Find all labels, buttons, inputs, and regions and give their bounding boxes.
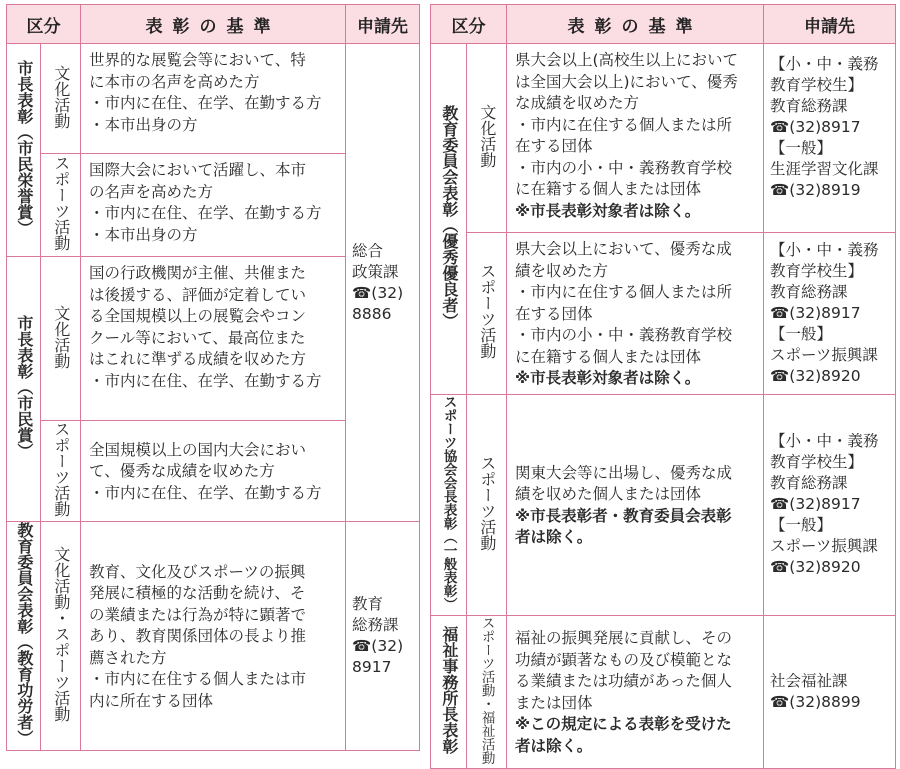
category-cell: 市長表彰（市民栄誉賞） <box>7 44 41 257</box>
table-row <box>431 44 896 233</box>
award-table-right <box>430 4 896 769</box>
applicant-cell: 総合 政策課 ☎(32) 8886 <box>346 44 420 522</box>
applicant-cell: 【小・中・義務 教育学校生】 教育総務課 ☎(32)8917 【一般】 スポーツ振興課 ☎(32)8920 <box>764 394 896 615</box>
applicant-cell: 教育 総務課 ☎(32) 8917 <box>346 522 420 751</box>
subcategory-cell: 文化活動・スポーツ活動 <box>41 522 81 751</box>
subcategory-cell: 文化活動 <box>41 44 81 154</box>
applicant-cell: 【小・中・義務 教育学校生】 教育総務課 ☎(32)8917 【一般】 生涯学習文化課 ☎(32)8919 <box>764 44 896 233</box>
criteria-cell: 国際大会において活躍し、本市 の名声を高めた方 ・市内に在住、在学、在勤する方 ・本市出身の方 <box>81 154 346 257</box>
award-table-left <box>6 4 420 751</box>
criteria-cell: 世界的な展覧会等において、特 に本市の名声を高めた方 ・市内に在住、在学、在勤する方 ・本市出身の方 <box>81 44 346 154</box>
applicant-cell: 【小・中・義務 教育学校生】 教育総務課 ☎(32)8917 【一般】 スポーツ振興課 ☎(32)8920 <box>764 233 896 395</box>
subcategory-cell: スポーツ活動 <box>41 154 81 257</box>
criteria-cell: 県大会以上(高校生以上において は全国大会以上)において、優秀 な成績を収めた方 ・市内に在住する個人または所 在する団体 ・市内の小・中・義務教育学校 に在籍する個人または団体 ※市長表彰対象者は除く。 <box>507 44 764 233</box>
category-cell: スポーツ協会会長表彰（一般表彰） <box>431 394 467 615</box>
criteria-cell: 関東大会等に出場し、優秀な成 績を収めた個人または団体 ※市長表彰者・教育委員会表彰 者は除く。 <box>507 394 764 615</box>
criteria-cell: 教育、文化及びスポーツの振興 発展に積極的な活動を続け、そ の業績または行為が特に顕著で あり、教育関係団体の長より推 薦された方 ・市内に在住する個人または市 内に所在する団体 <box>81 522 346 751</box>
criteria-cell: 福祉の振興発展に貢献し、その 功績が顕著なもの及び模範とな る業績または功績があった個人 または団体 ※この規定による表彰を受けた 者は除く。 <box>507 615 764 769</box>
table-row <box>431 615 896 769</box>
header-shinsei: 申請先 <box>764 5 896 44</box>
criteria-cell: 県大会以上において、優秀な成 績を収めた方 ・市内に在住する個人または所 在する団体 ・市内の小・中・義務教育学校 に在籍する個人または団体 ※市長表彰対象者は除く。 <box>507 233 764 395</box>
header-kubun: 区分 <box>431 5 507 44</box>
subcategory-cell: スポーツ活動・福祉活動 <box>467 615 507 769</box>
table-row <box>431 233 896 395</box>
applicant-cell: 社会福祉課 ☎(32)8899 <box>764 615 896 769</box>
subcategory-cell: 文化活動 <box>467 44 507 233</box>
header-kijun: 表彰の基準 <box>81 5 346 44</box>
criteria-cell: 全国規模以上の国内大会におい て、優秀な成績を収めた方 ・市内に在住、在学、在勤する方 <box>81 421 346 522</box>
category-cell: 市長表彰（市民賞） <box>7 257 41 522</box>
subcategory-cell: スポーツ活動 <box>467 233 507 395</box>
header-kubun: 区分 <box>7 5 81 44</box>
table-row <box>7 44 420 154</box>
subcategory-cell: 文化活動 <box>41 257 81 421</box>
subcategory-cell: スポーツ活動 <box>41 421 81 522</box>
table-row <box>7 522 420 751</box>
category-cell: 教育委員会表彰（教育功労者） <box>7 522 41 751</box>
category-cell: 福祉事務所長表彰 <box>431 615 467 769</box>
header-kijun: 表彰の基準 <box>507 5 764 44</box>
category-cell: 教育委員会表彰（優秀優良者） <box>431 44 467 395</box>
table-row <box>431 394 896 615</box>
header-shinsei: 申請先 <box>346 5 420 44</box>
subcategory-cell: スポーツ活動 <box>467 394 507 615</box>
criteria-cell: 国の行政機関が主催、共催また は後援する、評価が定着してい る全国規模以上の展覧会やコン クール等において、最高位また はこれに準ずる成績を収めた方 ・市内に在住、在学、在勤する方 <box>81 257 346 421</box>
